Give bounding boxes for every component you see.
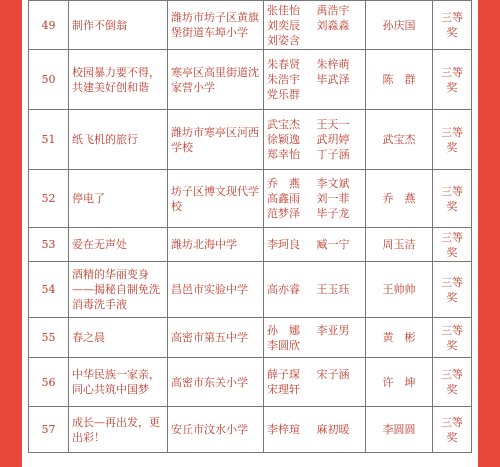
- author-name: 党乐群: [267, 88, 300, 101]
- table-row: [29, 1, 472, 50]
- award-level: 三等奖: [433, 170, 472, 228]
- teacher-name: 许 坤: [366, 358, 433, 407]
- row-number: 50: [29, 50, 69, 110]
- author-name: 朱梓萌: [316, 58, 350, 71]
- authors-cell: [264, 1, 366, 50]
- teacher-name: 武宝杰: [366, 110, 433, 170]
- school-name: 高密市东关小学: [168, 358, 264, 407]
- school-name: 安丘市汶水小学: [168, 407, 264, 453]
- authors-list: [267, 117, 362, 162]
- author-name: 朱浩宇: [267, 73, 300, 86]
- award-level: 三等奖: [433, 407, 472, 453]
- author-name: 宋理轩: [267, 383, 300, 396]
- teacher-name: 李圆圆: [366, 407, 433, 453]
- authors-cell: [264, 318, 366, 358]
- table-row: [29, 110, 472, 170]
- award-level: 三等奖: [433, 358, 472, 407]
- author-name: 麻初暖: [316, 423, 350, 436]
- author-name: 丁子涵: [316, 148, 350, 161]
- award-level: 三等奖: [433, 110, 472, 170]
- school-name: 潍坊北海中学: [168, 228, 264, 262]
- teacher-name: 王帅帅: [366, 262, 433, 318]
- author-name: 乔 燕: [267, 177, 300, 190]
- author-name: 刘姿含: [267, 33, 300, 47]
- work-title: 校园暴力要不得，共建美好创和谐: [69, 50, 168, 110]
- authors-cell: [264, 228, 366, 262]
- authors-cell: [264, 407, 366, 453]
- table-row: [29, 358, 472, 407]
- authors-list: [267, 367, 362, 397]
- author-name: 高鑫雨: [267, 192, 300, 205]
- award-level: 三等奖: [433, 318, 472, 358]
- work-title: 纸飞机的旅行: [69, 110, 168, 170]
- author-name: 李文斌: [316, 177, 350, 190]
- work-title: 制作不倒翁: [69, 1, 168, 50]
- author-name: 宋子涵: [316, 368, 350, 381]
- author-name: 王天一: [316, 118, 350, 131]
- author-name: 李梓瑄: [267, 423, 300, 436]
- row-number: 57: [29, 407, 69, 453]
- author-name: 臧一宁: [316, 238, 350, 251]
- authors-cell: [264, 262, 366, 318]
- authors-list: [267, 176, 362, 221]
- table-row: [29, 407, 472, 453]
- teacher-name: 周玉洁: [366, 228, 433, 262]
- table-row: [29, 318, 472, 358]
- row-number: 56: [29, 358, 69, 407]
- authors-list: [267, 237, 362, 252]
- school-name: 潍坊市寒亭区河西学校: [168, 110, 264, 170]
- award-level: 三等奖: [433, 262, 472, 318]
- author-name: 朱春贤: [267, 58, 300, 71]
- work-title: 爱在无声处: [69, 228, 168, 262]
- authors-cell: [264, 50, 366, 110]
- authors-list: [267, 282, 362, 297]
- teacher-name: 陈 群: [366, 50, 433, 110]
- author-name: 高亦睿: [267, 283, 300, 296]
- school-name: 寒亭区高里街道沈家营小学: [168, 50, 264, 110]
- authors-cell: [264, 170, 366, 228]
- author-name: 张佳怡: [267, 3, 300, 17]
- work-title: 成长—再出发，更出彩！: [69, 407, 168, 453]
- author-name: 范梦泽: [267, 207, 300, 220]
- award-level: 三等奖: [433, 1, 472, 50]
- row-number: 49: [29, 1, 69, 50]
- row-number: 53: [29, 228, 69, 262]
- teacher-name: 孙庆国: [366, 1, 433, 50]
- author-name: 徐颖逸: [267, 133, 300, 146]
- teacher-name: 黄 彬: [366, 318, 433, 358]
- author-name: 郑幸怡: [267, 148, 300, 161]
- author-name: 毕武泽: [316, 73, 350, 86]
- author-name: 李圆欣: [267, 338, 300, 352]
- author-name: 孙 娜: [267, 323, 300, 337]
- authors-list: [267, 422, 362, 437]
- work-title: 酒精的华丽变身——揭秘自制免洗消毒洗手液: [69, 262, 168, 318]
- author-name: 王玉珏: [316, 283, 350, 296]
- row-number: 55: [29, 318, 69, 358]
- award-level: 三等奖: [433, 228, 472, 262]
- author-name: 刘奕辰: [267, 18, 300, 32]
- school-name: 潍坊市坊子区黄旗堡街道车埠小学: [168, 1, 264, 50]
- author-name: 武宝杰: [267, 118, 300, 131]
- table-row: [29, 170, 472, 228]
- author-name: 李亚男: [316, 323, 350, 337]
- author-name: 刘一菲: [316, 192, 350, 205]
- table-row: [29, 228, 472, 262]
- row-number: 51: [29, 110, 69, 170]
- school-name: 昌邑市实验中学: [168, 262, 264, 318]
- row-number: 52: [29, 170, 69, 228]
- teacher-name: 乔 燕: [366, 170, 433, 228]
- row-number: 54: [29, 262, 69, 318]
- authors-list: [267, 323, 362, 353]
- school-name: 坊子区博文现代学校: [168, 170, 264, 228]
- authors-cell: [264, 358, 366, 407]
- authors-list: [267, 57, 362, 102]
- work-title: 中华民族一家亲，同心共筑中国梦: [69, 358, 168, 407]
- authors-cell: [264, 110, 366, 170]
- author-name: 刘淼淼: [316, 18, 350, 32]
- table-row: [29, 50, 472, 110]
- author-name: 禹浩宇: [316, 3, 350, 17]
- author-name: 武玥婷: [316, 133, 350, 146]
- author-name: 毕子龙: [316, 207, 350, 220]
- school-name: 高密市第五中学: [168, 318, 264, 358]
- awards-table: [28, 0, 472, 453]
- award-level: 三等奖: [433, 50, 472, 110]
- author-name: 李珂良: [267, 238, 300, 251]
- table-row: [29, 262, 472, 318]
- authors-list: [267, 3, 362, 48]
- author-name: 薛子琛: [267, 368, 300, 381]
- work-title: 春之晨: [69, 318, 168, 358]
- work-title: 停电了: [69, 170, 168, 228]
